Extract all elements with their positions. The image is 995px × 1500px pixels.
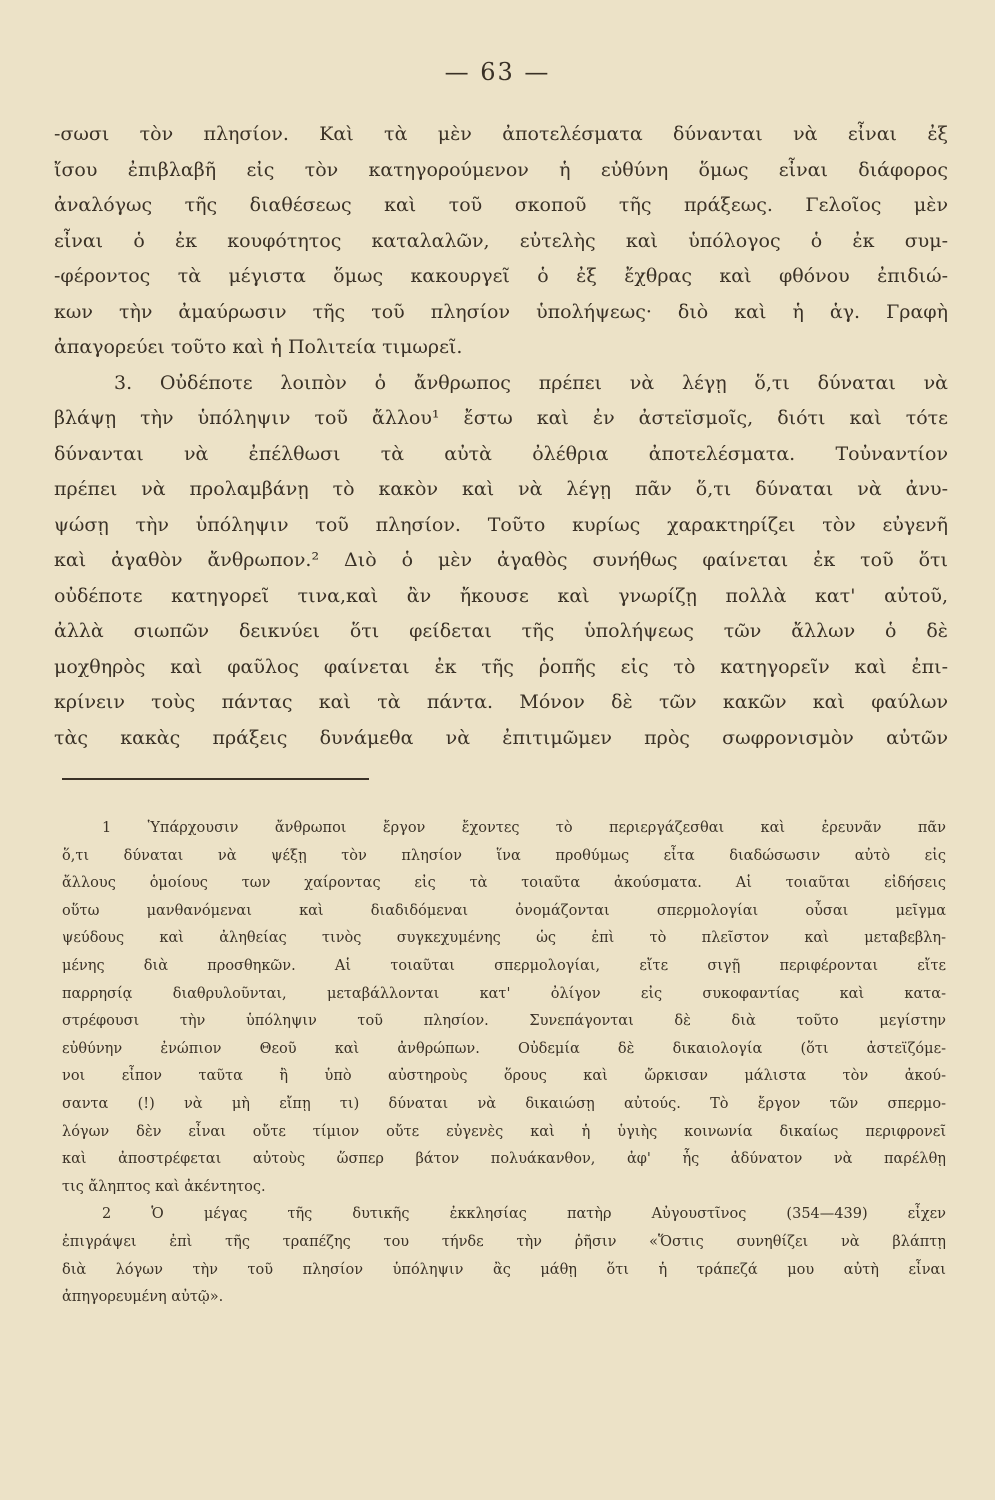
text-line: ἀναλόγως τῆς διαθέσεως καὶ τοῦ σκοποῦ τῆς πράξεως. Γελοῖος μὲν <box>54 194 948 216</box>
footnote-line: ἄλλους ὁμοίους των χαίροντας εἰς τὰ τοιαῦτα ἀκούσματα. Αἱ τοιαῦται εἰδήσεις <box>62 875 946 892</box>
text-line: ἀλλὰ σιωπῶν δεικνύει ὅτι φείδεται τῆς ὑπολήψεως τῶν ἄλλων ὁ δὲ <box>54 620 948 642</box>
footnote-line: 1 Ὑπάρχουσιν ἄνθρωποι ἔργον ἔχοντες τὸ περιεργάζεσθαι καὶ ἐρευνᾶν πᾶν <box>102 820 946 836</box>
page-number: — 63 — <box>444 58 551 86</box>
text-line: -φέροντος τὰ μέγιστα ὅμως κακουργεῖ ὁ ἐξ ἔχθρας καὶ φθόνου ἐπιδιώ- <box>54 265 948 287</box>
footnote-line: στρέφουσι τὴν ὑπόληψιν τοῦ πλησίον. Συνεπάγονται δὲ διὰ τοῦτο μεγίστην <box>62 1013 946 1030</box>
footnote-line: οὕτω μανθανόμεναι καὶ διαδιδόμεναι ὀνομάζονται σπερμολογίαι οὖσαι μεῖγμα <box>62 902 946 919</box>
footnote-line: μένης διὰ προσθηκῶν. Αἱ τοιαῦται σπερμολογίαι, εἴτε σιγῇ περιφέρονται εἴτε <box>62 957 946 974</box>
footnote-line: νοι εἶπον ταῦτα ἢ ὑπὸ αὐστηροὺς ὅρους καὶ ὤρκισαν μάλιστα τὸν ἀκού- <box>62 1068 946 1085</box>
footnote-line: λόγων δὲν εἶναι οὔτε τίμιον οὔτε εὐγενὲς καὶ ἡ ὑγιὴς κοινωνία δικαίως περιφρονεῖ <box>62 1123 946 1140</box>
footnote-line: διὰ λόγων τὴν τοῦ πλησίον ὑπόληψιν ἂς μάθῃ ὅτι ἡ τράπεζά μου αὐτὴ εἶναι <box>62 1261 946 1278</box>
text-line: κων τὴν ἀμαύρωσιν τῆς τοῦ πλησίον ὑπολήψεως· διὸ καὶ ἡ ἁγ. Γραφὴ <box>54 300 948 323</box>
footnote-line: σαντα (!) νὰ μὴ εἴπῃ τι) δύναται νὰ δικαιώσῃ αὐτούς. Τὸ ἔργον τῶν σπερμο- <box>62 1095 946 1112</box>
footnote-line: ἐπιγράψει ἐπὶ τῆς τραπέζης του τήνδε τὴν ῥῆσιν «Ὅστις συνηθίζει νὰ βλάπτῃ <box>62 1233 946 1250</box>
footnote-divider <box>62 778 369 780</box>
main-text <box>54 117 948 756</box>
text-line: -σωσι τὸν πλησίον. Καὶ τὰ μὲν ἀποτελέσματα δύνανται νὰ εἶναι ἐξ <box>54 123 948 145</box>
footnote-line: τις ἄληπτος καὶ ἀκέντητος. <box>62 1178 266 1195</box>
footnote-line: εὐθύνην ἐνώπιον Θεοῦ καὶ ἀνθρώπων. Οὐδεμία δὲ δικαιολογία (ὅτι ἀστεϊζόμε- <box>62 1040 946 1057</box>
text-line: καὶ ἀγαθὸν ἄνθρωπον.² Διὸ ὁ μὲν ἀγαθὸς συνήθως φαίνεται ἐκ τοῦ ὅτι <box>54 549 948 571</box>
footnote-line: ὅ,τι δύναται νὰ ψέξῃ τὸν πλησίον ἵνα προθύμως εἶτα διαδώσωσιν αὐτὸ εἰς <box>62 847 946 864</box>
text-line: δύνανται νὰ ἐπέλθωσι τὰ αὐτὰ ὀλέθρια ἀποτελέσματα. Τοὐναντίον <box>54 442 948 465</box>
footnote-line: παρρησίᾳ διαθρυλοῦνται, μεταβάλλονται κατ' ὀλίγον εἰς συκοφαντίας καὶ κατα- <box>62 985 946 1002</box>
footnote-line: ψεύδους καὶ ἀληθείας τινὸς συγκεχυμένης ὡς ἐπὶ τὸ πλεῖστον καὶ μεταβεβλη- <box>62 930 946 947</box>
footnote-line: 2 Ὁ μέγας τῆς δυτικῆς ἐκκλησίας πατὴρ Αὐγουστῖνος (354—439) εἶχεν <box>102 1206 946 1223</box>
footnote-line: καὶ ἀποστρέφεται αὐτοὺς ὥσπερ βάτον πολυάκανθον, ἀφ' ἧς ἀδύνατον νὰ παρέλθῃ <box>62 1151 946 1168</box>
text-line: εἶναι ὁ ἐκ κουφότητος καταλαλῶν, εὐτελὴς καὶ ὑπόλογος ὁ ἐκ συμ- <box>54 229 948 252</box>
text-line: ἴσου ἐπιβλαβῆ εἰς τὸν κατηγορούμενον ἡ εὐθύνη ὅμως εἶναι διάφορος <box>54 158 948 181</box>
text-line: κρίνειν τοὺς πάντας καὶ τὰ πάντα. Μόνον δὲ τῶν κακῶν καὶ φαύλων <box>54 691 948 713</box>
text-line: μοχθηρὸς καὶ φαῦλος φαίνεται ἐκ τῆς ῥοπῆς εἰς τὸ κατηγορεῖν καὶ ἐπι- <box>54 655 948 678</box>
text-line: οὐδέποτε κατηγορεῖ τινα,καὶ ἂν ἤκουσε καὶ γνωρίζῃ πολλὰ κατ' αὐτοῦ, <box>54 584 948 607</box>
text-line: βλάψῃ τὴν ὑπόληψιν τοῦ ἄλλου¹ ἔστω καὶ ἐν ἀστεϊσμοῖς, διότι καὶ τότε <box>54 407 948 429</box>
footnote-line: ἀπηγορευμένη αὐτῷ». <box>62 1289 224 1306</box>
footnotes <box>62 815 946 1312</box>
text-line: 3. Οὐδέποτε λοιπὸν ὁ ἄνθρωπος πρέπει νὰ λέγῃ ὅ,τι δύναται νὰ <box>114 371 948 394</box>
paragraph <box>54 117 948 366</box>
text-line: τὰς κακὰς πράξεις δυνάμεθα νὰ ἐπιτιμῶμεν πρὸς σωφρονισμὸν αὐτῶν <box>54 726 948 749</box>
text-line: πρέπει νὰ προλαμβάνῃ τὸ κακὸν καὶ νὰ λέγῃ πᾶν ὅ,τι δύναται νὰ ἀνυ- <box>54 478 948 500</box>
paragraph <box>54 366 948 757</box>
footnote <box>62 815 946 1201</box>
text-line: ἀπαγορεύει τοῦτο καὶ ἡ Πολιτεία τιμωρεῖ. <box>54 336 463 358</box>
text-line: ψώσῃ τὴν ὑπόληψιν τοῦ πλησίον. Τοῦτο κυρίως χαρακτηρίζει τὸν εὐγενῆ <box>54 513 948 536</box>
footnote <box>62 1201 946 1311</box>
